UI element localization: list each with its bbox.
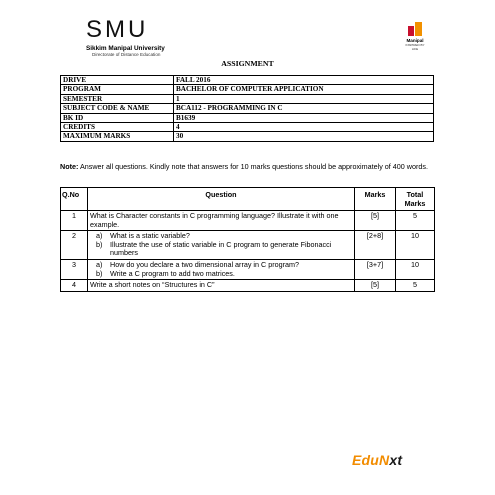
info-label: BK ID xyxy=(61,113,174,122)
page-title: ASSIGNMENT xyxy=(221,59,274,68)
edunxt-logo xyxy=(352,452,402,468)
question-row xyxy=(61,280,435,292)
info-label: SUBJECT CODE & NAME xyxy=(61,104,174,113)
info-label: DRIVE xyxy=(61,76,174,85)
question-marks: [5] xyxy=(355,280,396,292)
info-row-drive xyxy=(61,76,434,85)
question-text: What is Character constants in C programming language? Illustrate it with one example. xyxy=(88,211,355,231)
info-label: SEMESTER xyxy=(61,94,174,103)
question-marks: [5] xyxy=(355,211,396,231)
info-value: 30 xyxy=(174,132,434,141)
part-text: Illustrate the use of static variable in C program to generate Fibonacci numbers xyxy=(110,239,332,258)
info-row-bk-id xyxy=(61,113,434,122)
question-marks: [3+7] xyxy=(355,259,396,279)
directorate-name: Directorate of Distance Education xyxy=(92,52,161,57)
question-total: 10 xyxy=(396,231,435,260)
part-letter: a) xyxy=(96,231,103,241)
info-label: CREDITS xyxy=(61,123,174,132)
part-text: How do you declare a two dimensional array in C program? xyxy=(110,259,299,269)
question-total: 5 xyxy=(396,280,435,292)
question-number: 4 xyxy=(61,280,88,292)
manipal-logo-icon xyxy=(408,22,422,36)
note-text: Answer all questions. Kindly note that answers for 10 marks questions should be approximately of 400 words. xyxy=(78,162,428,171)
info-label: PROGRAM xyxy=(61,85,174,94)
note-label: Note: xyxy=(60,162,79,171)
edunxt-logo-part1: EduN xyxy=(352,452,390,468)
part-letter: a) xyxy=(96,259,103,269)
info-value: 4 xyxy=(174,123,434,132)
info-value: B1639 xyxy=(174,113,434,122)
info-label: MAXIMUM MARKS xyxy=(61,132,174,141)
part-text: What is a static variable? xyxy=(110,231,190,241)
question-number: 1 xyxy=(61,211,88,231)
question-row xyxy=(61,211,435,231)
info-row-subject xyxy=(61,104,434,113)
questions-table xyxy=(60,187,435,292)
university-name: Sikkim Manipal University xyxy=(86,45,165,52)
question-total: 5 xyxy=(396,211,435,231)
edunxt-logo-part2: xt xyxy=(389,452,403,468)
question-row xyxy=(61,259,435,279)
instructions-note xyxy=(60,162,435,172)
question-number: 2 xyxy=(61,231,88,260)
question-part xyxy=(90,241,352,258)
info-row-program xyxy=(61,85,434,94)
header-total-marks: Total Marks xyxy=(396,188,435,211)
info-row-max-marks xyxy=(61,132,434,141)
header-question: Question xyxy=(88,188,355,211)
info-value: FALL 2016 xyxy=(174,76,434,85)
part-letter: b) xyxy=(96,268,103,278)
manipal-logo-text: Manipal xyxy=(406,38,424,43)
question-parts xyxy=(88,259,355,279)
assignment-info-table xyxy=(60,75,434,142)
part-letter: b) xyxy=(96,239,103,249)
question-part xyxy=(90,270,352,279)
info-value: BCA112 - PROGRAMMING IN C xyxy=(174,104,434,113)
manipal-tagline: INSPIRED BY LIFE xyxy=(405,43,425,51)
smu-logo-text: SMU xyxy=(86,16,149,43)
question-marks: [2+8] xyxy=(355,231,396,260)
question-number: 3 xyxy=(61,259,88,279)
info-row-credits xyxy=(61,123,434,132)
manipal-logo xyxy=(402,22,428,51)
question-total: 10 xyxy=(396,259,435,279)
smu-logo xyxy=(86,18,165,57)
info-value: BACHELOR OF COMPUTER APPLICATION xyxy=(174,85,434,94)
header-marks: Marks xyxy=(355,188,396,211)
part-text: Write a C program to add two matrices. xyxy=(110,268,235,278)
info-value: 1 xyxy=(174,94,434,103)
info-row-semester xyxy=(61,94,434,103)
header-qno: Q.No xyxy=(61,188,88,211)
questions-header-row xyxy=(61,188,435,211)
question-text: Write a short notes on “Structures in C” xyxy=(88,280,355,292)
question-parts xyxy=(88,231,355,260)
question-row xyxy=(61,231,435,260)
